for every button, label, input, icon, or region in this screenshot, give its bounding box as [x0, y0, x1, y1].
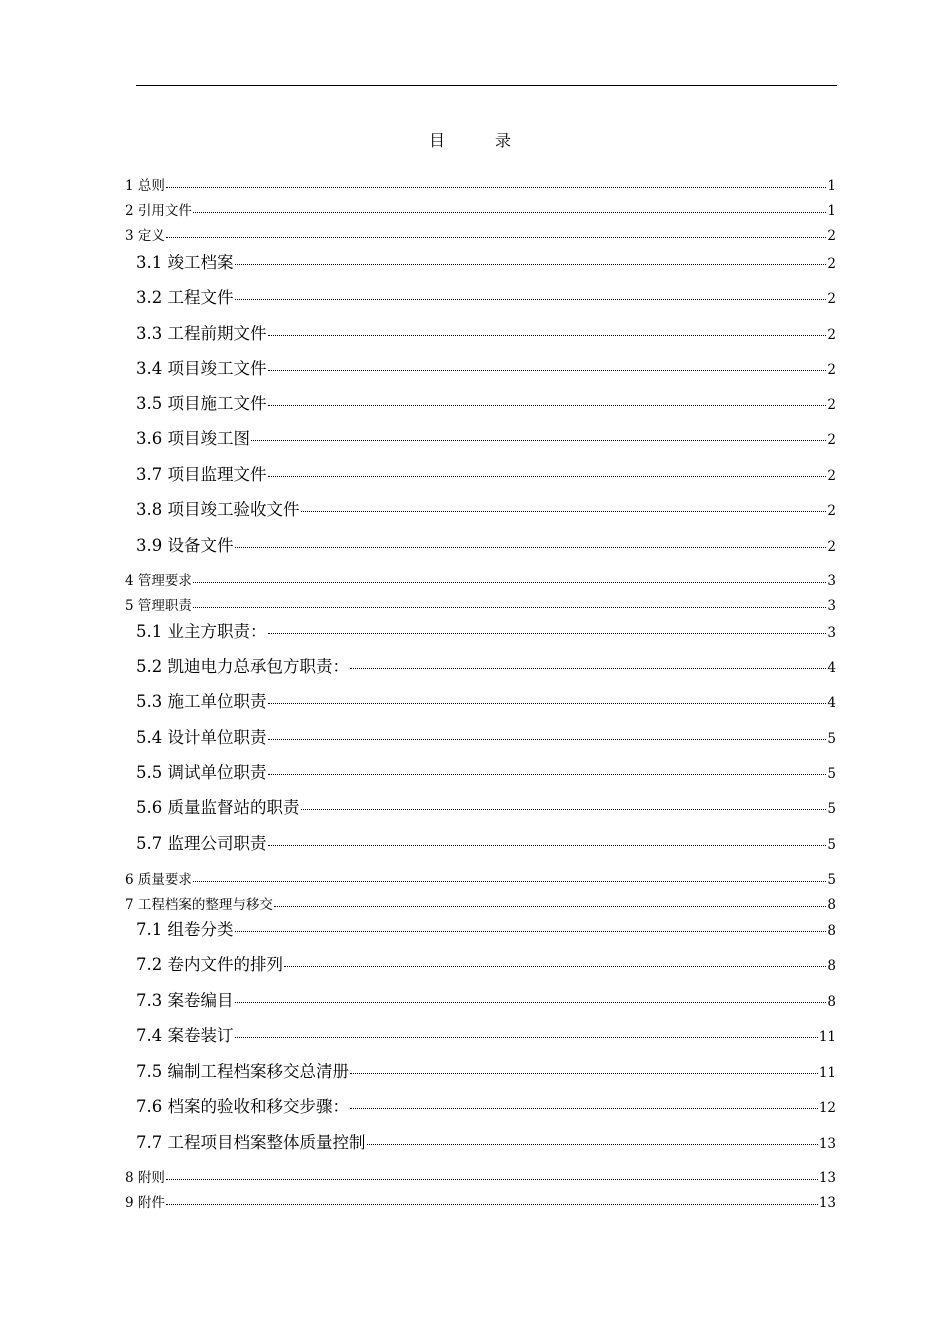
toc-entry-label: 5.7 监理公司职责	[136, 834, 267, 853]
toc-entry[interactable]	[136, 428, 836, 451]
toc-entry-page: 13	[818, 1195, 836, 1211]
toc-entry[interactable]	[136, 954, 836, 977]
toc-entry-page: 5	[827, 872, 836, 888]
toc-entry-page: 3	[827, 573, 836, 589]
toc-entry-page: 2	[827, 228, 836, 244]
toc-entry-label: 3.2 工程文件	[136, 288, 234, 307]
toc-dot-leader	[268, 370, 827, 371]
toc-entry-label: 7.3 案卷编目	[136, 991, 234, 1010]
toc-entry[interactable]	[136, 797, 836, 820]
toc-entry[interactable]	[136, 535, 836, 558]
toc-entry[interactable]	[136, 621, 836, 644]
toc-entry-label: 3.1 竣工档案	[136, 253, 234, 272]
toc-entry-label: 5.6 质量监督站的职责	[136, 798, 300, 817]
toc-entry[interactable]	[125, 1194, 836, 1212]
toc-dot-leader	[268, 476, 827, 477]
toc-entry-label: 5.5 调试单位职责	[136, 763, 267, 782]
toc-entry-page: 13	[818, 1136, 836, 1152]
toc-entry-label: 3.4 项目竣工文件	[136, 359, 267, 378]
toc-entry-label: 9 附件	[125, 1195, 165, 1211]
toc-entry[interactable]	[136, 919, 836, 942]
toc-entry-page: 8	[827, 923, 836, 939]
toc-dot-leader	[284, 966, 826, 967]
toc-dot-leader	[350, 1108, 818, 1109]
toc-entry-page: 8	[827, 897, 836, 913]
toc-entry[interactable]	[125, 227, 836, 245]
toc-entry-label: 6 质量要求	[125, 872, 192, 888]
toc-entry-label: 7.4 案卷装订	[136, 1026, 234, 1045]
toc-entry-label: 3.6 项目竣工图	[136, 429, 250, 448]
toc-entry-page: 11	[818, 1029, 836, 1045]
toc-entry-page: 3	[827, 625, 836, 641]
toc-entry-label: 7.7 工程项目档案整体质量控制	[136, 1133, 366, 1152]
toc-entry-label: 3.5 项目施工文件	[136, 394, 267, 413]
toc-entry[interactable]	[136, 323, 836, 346]
toc-dot-leader	[268, 335, 827, 336]
toc-entry[interactable]	[136, 1061, 836, 1084]
toc-dot-leader	[350, 1073, 818, 1074]
toc-dot-leader	[235, 547, 827, 548]
toc-entry[interactable]	[136, 393, 836, 416]
toc-entry[interactable]	[136, 1132, 836, 1155]
toc-entry-page: 5	[827, 731, 836, 747]
toc-entry[interactable]	[136, 287, 836, 310]
toc-dot-leader	[268, 774, 827, 775]
toc-dot-leader	[166, 187, 827, 188]
toc-dot-leader	[350, 668, 826, 669]
toc-entry-label: 7.5 编制工程档案移交总清册	[136, 1062, 349, 1081]
toc-title: 目录	[428, 131, 561, 150]
toc-entry[interactable]	[136, 464, 836, 487]
toc-dot-leader	[193, 881, 827, 882]
toc-entry[interactable]	[136, 727, 836, 750]
toc-entry-label: 3.7 项目监理文件	[136, 465, 267, 484]
toc-entry[interactable]	[136, 762, 836, 785]
toc-entry-label: 5.3 施工单位职责	[136, 692, 267, 711]
toc-entry-page: 2	[827, 256, 836, 272]
toc-entry-label: 3.9 设备文件	[136, 536, 234, 555]
toc-entry-page: 5	[827, 801, 836, 817]
toc-dot-leader	[268, 633, 827, 634]
toc-entry-label: 4 管理要求	[125, 573, 192, 589]
toc-dot-leader	[166, 1204, 818, 1205]
toc-dot-leader	[193, 212, 827, 213]
toc-entry[interactable]	[136, 691, 836, 714]
toc-entry[interactable]	[125, 1169, 836, 1187]
toc-entry-page: 2	[827, 539, 836, 555]
toc-entry[interactable]	[125, 202, 836, 220]
toc-dot-leader	[166, 1179, 818, 1180]
toc-dot-leader	[301, 511, 827, 512]
toc-entry-label: 8 附则	[125, 1170, 165, 1186]
toc-entry[interactable]	[136, 656, 836, 679]
toc-entry-page: 2	[827, 291, 836, 307]
toc-entry[interactable]	[125, 896, 836, 914]
toc-entry[interactable]	[125, 177, 836, 195]
toc-dot-leader	[235, 299, 827, 300]
toc-entry[interactable]	[136, 499, 836, 522]
toc-entry[interactable]	[125, 871, 836, 889]
toc-entry-page: 1	[827, 178, 836, 194]
toc-entry-page: 2	[827, 468, 836, 484]
toc-dot-leader	[268, 845, 827, 846]
toc-entry-label: 5.2 凯迪电力总承包方职责：	[136, 657, 349, 676]
toc-entry-label: 3 定义	[125, 228, 165, 244]
toc-dot-leader	[268, 703, 827, 704]
toc-dot-leader	[235, 264, 827, 265]
toc-entry-page: 2	[827, 362, 836, 378]
toc-dot-leader	[235, 931, 827, 932]
toc-entry-label: 7.6 档案的验收和移交步骤：	[136, 1097, 349, 1116]
toc-entry[interactable]	[125, 572, 836, 590]
toc-entry-label: 5 管理职责	[125, 598, 192, 614]
toc-dot-leader	[251, 440, 826, 441]
toc-entry-label: 1 总则	[125, 178, 165, 194]
toc-entry-label: 2 引用文件	[125, 203, 192, 219]
toc-entry[interactable]	[125, 597, 836, 615]
toc-entry-label: 7.2 卷内文件的排列	[136, 955, 283, 974]
toc-entry-label: 7.1 组卷分类	[136, 920, 234, 939]
toc-entry-page: 8	[827, 994, 836, 1010]
toc-entry-page: 12	[818, 1100, 836, 1116]
toc-entry-page: 2	[827, 397, 836, 413]
toc-entry[interactable]	[136, 833, 836, 856]
toc-entry[interactable]	[136, 1096, 836, 1119]
toc-entry-page: 2	[827, 432, 836, 448]
toc-dot-leader	[274, 906, 827, 907]
toc-entry-page: 8	[827, 958, 836, 974]
toc-dot-leader	[268, 405, 827, 406]
toc-entry[interactable]	[136, 990, 836, 1013]
toc-entry-label: 3.3 工程前期文件	[136, 324, 267, 343]
toc-dot-leader	[301, 809, 827, 810]
toc-entry-page: 5	[827, 766, 836, 782]
toc-entry-page: 13	[818, 1170, 836, 1186]
toc-entry-page: 1	[827, 203, 836, 219]
toc-entry-page: 2	[827, 503, 836, 519]
toc-entry-page: 3	[827, 598, 836, 614]
toc-entry[interactable]	[136, 252, 836, 275]
toc-dot-leader	[166, 237, 827, 238]
toc-dot-leader	[235, 1002, 827, 1003]
toc-dot-leader	[193, 607, 827, 608]
toc-entry-page: 5	[827, 837, 836, 853]
toc-entry-label: 7 工程档案的整理与移交	[125, 897, 273, 913]
toc-entry-label: 5.1 业主方职责：	[136, 622, 267, 641]
toc-dot-leader	[268, 739, 827, 740]
toc-entry-label: 5.4 设计单位职责	[136, 728, 267, 747]
toc-entry-label: 3.8 项目竣工验收文件	[136, 500, 300, 519]
toc-entry-page: 4	[827, 695, 836, 711]
toc-entry[interactable]	[136, 1025, 836, 1048]
toc-dot-leader	[235, 1037, 818, 1038]
toc-entry-page: 2	[827, 327, 836, 343]
toc-dot-leader	[367, 1144, 818, 1145]
toc-dot-leader	[193, 582, 827, 583]
toc-entry-page: 11	[818, 1065, 836, 1081]
toc-entry[interactable]	[136, 358, 836, 381]
toc-entry-page: 4	[827, 660, 836, 676]
